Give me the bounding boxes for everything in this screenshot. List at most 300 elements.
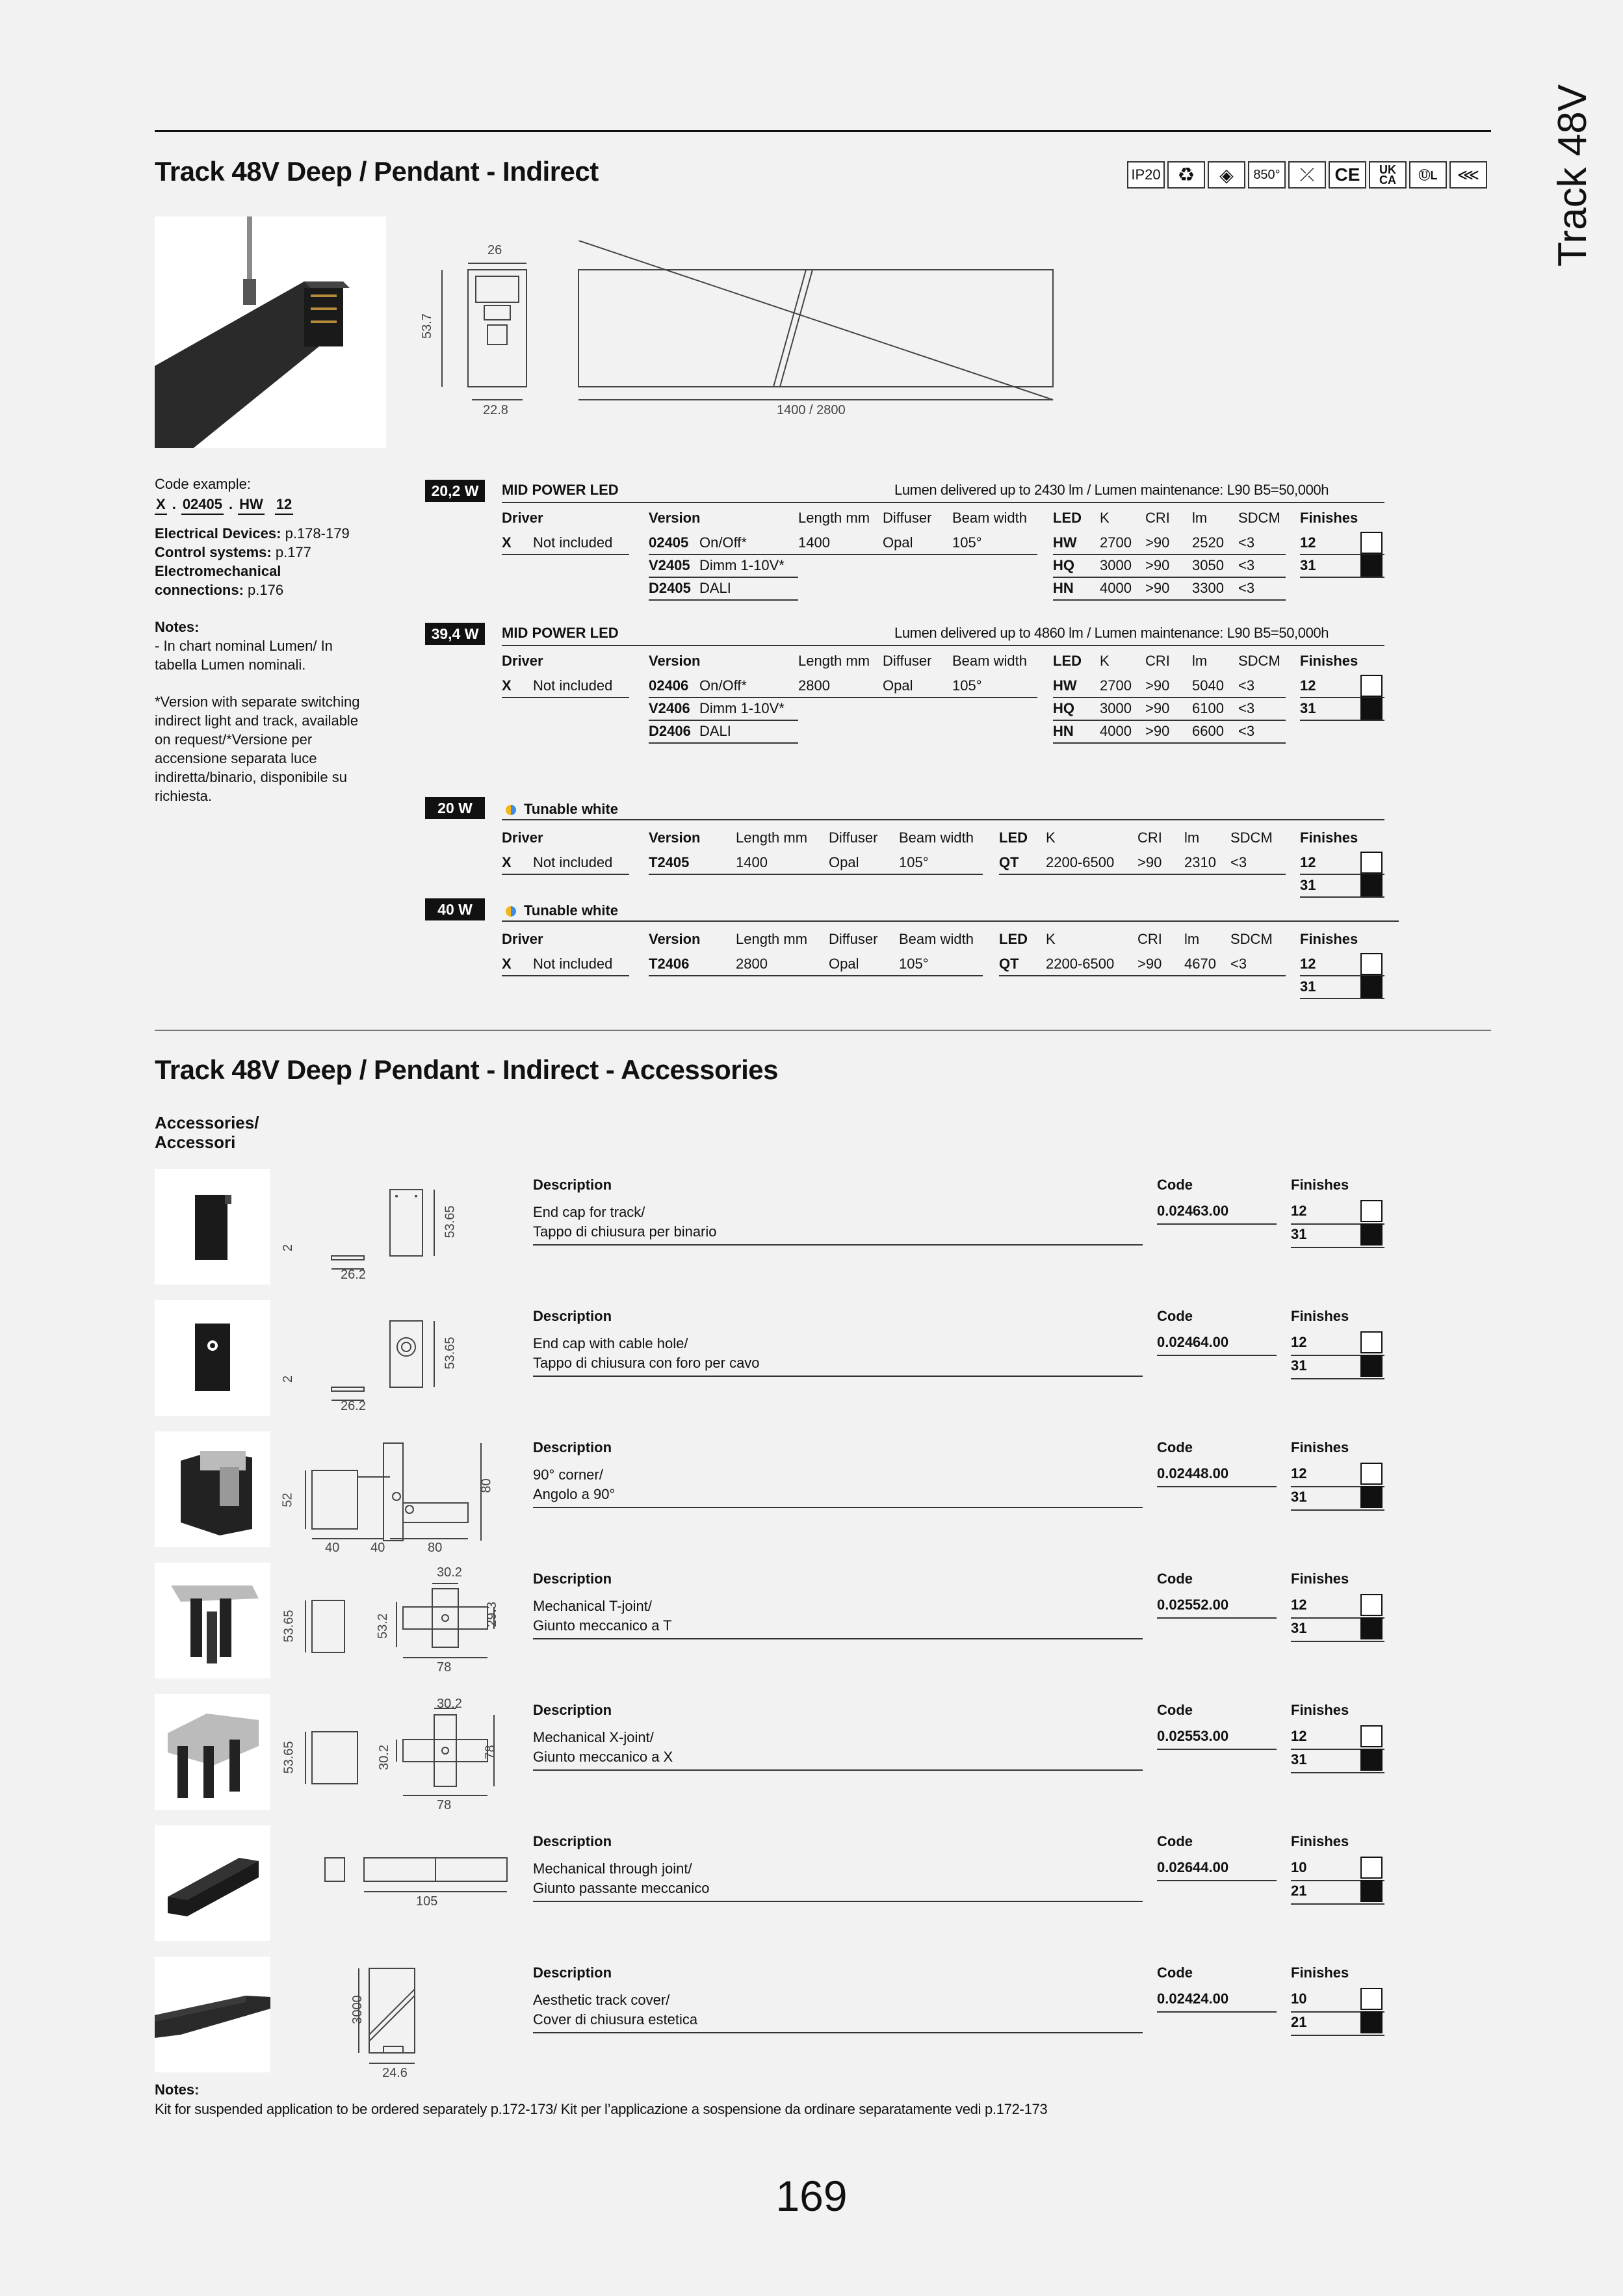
underline [1053, 720, 1286, 721]
underline [649, 975, 983, 976]
accessory-description-it: Angolo a 90° [533, 1486, 616, 1502]
dimension-label: 2 [281, 1244, 296, 1252]
finish-swatch-black [1360, 554, 1383, 577]
notes-line: indirect light and track, available [155, 712, 359, 729]
col-header-beam: Beam width [899, 829, 974, 846]
accessory-code: 0.02552.00 [1157, 1597, 1229, 1613]
version-code: T2406 [649, 956, 690, 972]
watt-badge: 20,2 W [425, 480, 485, 502]
glow-wire-icon: ⋘ [1449, 161, 1487, 189]
code-example-label: Code example: [155, 476, 251, 492]
col-header-diffuser: Diffuser [883, 510, 932, 526]
led-sdcm: <3 [1238, 534, 1255, 551]
underline [533, 1769, 1143, 1771]
underline [1300, 577, 1384, 578]
notes-line: richiesta. [155, 788, 213, 804]
led-cri: >90 [1145, 677, 1170, 694]
length-value: 1400 [798, 534, 830, 551]
col-header-led: LED [999, 829, 1028, 846]
underline [1291, 1641, 1384, 1642]
watt-badge: 39,4 W [425, 623, 485, 645]
underline [1291, 2035, 1384, 2036]
finish-swatch-white [1360, 1594, 1383, 1616]
dim-length: 1400 / 2800 [777, 403, 846, 417]
version-control: Dimm 1-10V* [699, 557, 785, 573]
underline [1157, 2011, 1277, 2013]
led-lm: 3050 [1192, 557, 1224, 573]
underline [1053, 742, 1286, 744]
watt-badge: 20 W [425, 797, 485, 819]
finish-code: 12 [1291, 1334, 1307, 1350]
finish-code: 12 [1300, 677, 1316, 694]
version-code: V2406 [649, 700, 690, 716]
version-code: V2405 [649, 557, 690, 573]
col-header-lm: lm [1192, 653, 1208, 669]
finish-swatch-black [1360, 1749, 1383, 1771]
dimension-label: 26.2 [341, 1399, 366, 1413]
finish-swatch-white [1360, 1988, 1383, 2010]
led-sdcm: <3 [1230, 956, 1247, 972]
accessory-photo [155, 1694, 270, 1810]
finish-code: 31 [1291, 1620, 1307, 1636]
col-header-sdcm: SDCM [1238, 653, 1280, 669]
beam-value: 105° [952, 534, 982, 551]
underline [533, 1901, 1143, 1902]
finish-code: 10 [1291, 1990, 1307, 2007]
col-header-finishes: Finishes [1291, 1571, 1349, 1587]
col-header-description: Description [533, 1177, 612, 1193]
dimension-label: 24.6 [382, 2066, 408, 2080]
col-header-version: Version [649, 510, 701, 526]
version-code: D2406 [649, 723, 691, 739]
electrical-devices: Electrical Devices: p.178-179 [155, 525, 350, 541]
col-header-k: K [1046, 931, 1056, 947]
beam-value: 105° [952, 677, 982, 694]
version-control: DALI [699, 580, 731, 596]
accessory-photo [155, 1825, 270, 1941]
underline [502, 554, 629, 555]
finish-swatch-black [1360, 698, 1383, 720]
col-header-description: Description [533, 1308, 612, 1324]
accessory-code: 0.02448.00 [1157, 1465, 1229, 1481]
col-header-led: LED [999, 931, 1028, 947]
finish-swatch-white [1360, 1857, 1383, 1879]
version-code: D2405 [649, 580, 691, 596]
underline [1053, 697, 1286, 698]
led-lm: 2520 [1192, 534, 1224, 551]
accessories-title: Track 48V Deep / Pendant - Indirect - Accessories [155, 1054, 779, 1085]
block-rule [502, 920, 1399, 922]
underline [1157, 1355, 1277, 1356]
led-led: HW [1053, 534, 1077, 551]
finish-code: 31 [1291, 1226, 1307, 1242]
accessory-description-it: Cover di chiusura estetica [533, 2011, 698, 2028]
class3-icon: ◈ [1208, 161, 1245, 189]
col-header-code: Code [1157, 1177, 1193, 1193]
underline [533, 1638, 1143, 1639]
notes-line: indiretta/binario, disponibile su [155, 769, 347, 785]
accessories-subtitle-line: Accessories/ [155, 1113, 259, 1132]
col-header-finishes: Finishes [1291, 1439, 1349, 1455]
dimension-label: 53.65 [443, 1337, 458, 1370]
underline [1300, 896, 1384, 898]
col-header-finishes: Finishes [1300, 653, 1358, 669]
underline [999, 975, 1286, 976]
finish-code: 31 [1300, 978, 1316, 995]
col-header-lm: lm [1184, 829, 1200, 846]
footer-notes: Kit for suspended application to be ordered separately p.172-173/ Kit per l’applicazione a sospensione da ordinare separatamente vedi p.172-173 [155, 2101, 1048, 2117]
driver-code: X [502, 534, 512, 551]
col-header-finishes: Finishes [1291, 1177, 1349, 1193]
accessory-drawing [281, 1175, 520, 1286]
underline [502, 975, 629, 976]
dimension-label: 53.2 [375, 1613, 390, 1639]
accessory-description-it: Giunto meccanico a T [533, 1617, 672, 1634]
accessory-description: End cap for track/ [533, 1204, 645, 1220]
led-sdcm: <3 [1238, 557, 1255, 573]
col-header-sdcm: SDCM [1230, 931, 1273, 947]
finish-code: 12 [1300, 534, 1316, 551]
underline [1157, 1486, 1277, 1487]
notes-line: tabella Lumen nominali. [155, 657, 306, 673]
col-header-cri: CRI [1137, 829, 1162, 846]
led-cri: >90 [1145, 723, 1170, 739]
led-sdcm: <3 [1238, 580, 1255, 596]
dimension-label: 78 [437, 1660, 452, 1675]
col-header-finishes: Finishes [1300, 829, 1358, 846]
led-lm: 3300 [1192, 580, 1224, 596]
finish-code: 12 [1291, 1597, 1307, 1613]
col-header-finishes: Finishes [1291, 1833, 1349, 1849]
dimension-label: 30.2 [437, 1565, 462, 1580]
led-cri: >90 [1137, 854, 1162, 870]
side-tab [1534, 59, 1612, 293]
led-cri: >90 [1137, 956, 1162, 972]
underline [533, 2032, 1143, 2033]
underline [533, 1376, 1143, 1377]
col-header-length: Length mm [798, 653, 870, 669]
col-header-description: Description [533, 1571, 612, 1587]
driver-code: X [502, 956, 512, 972]
underline [798, 697, 1037, 698]
accessory-description: Mechanical through joint/ [533, 1860, 692, 1877]
led-led: HN [1053, 723, 1074, 739]
finish-swatch-black [1360, 1486, 1383, 1508]
dimension-label: 80 [479, 1478, 494, 1493]
finish-swatch-white [1360, 1725, 1383, 1747]
finish-swatch-white [1360, 1331, 1383, 1353]
finish-swatch-white [1360, 953, 1383, 975]
led-lm: 5040 [1192, 677, 1224, 694]
driver-value: Not included [533, 956, 613, 972]
accessory-drawing [280, 1438, 520, 1555]
underline [798, 554, 1037, 555]
col-header-finishes: Finishes [1300, 931, 1358, 947]
led-k: 2700 [1100, 534, 1132, 551]
driver-value: Not included [533, 677, 613, 694]
accessory-description-it: Giunto meccanico a X [533, 1749, 673, 1765]
beam-value: 105° [899, 854, 929, 870]
accessory-description-it: Tappo di chiusura con foro per cavo [533, 1355, 760, 1371]
ukca-icon: UK CA [1369, 161, 1407, 189]
led-lm: 2310 [1184, 854, 1216, 870]
finish-code: 12 [1300, 854, 1316, 870]
diffuser-value: Opal [883, 677, 913, 694]
col-header-description: Description [533, 1833, 612, 1849]
block-rule [502, 502, 1384, 503]
accessory-description: Mechanical X-joint/ [533, 1729, 654, 1745]
underline [649, 577, 798, 578]
notes-line: - In chart nominal Lumen/ In [155, 638, 333, 654]
led-k: 3000 [1100, 557, 1132, 573]
electromech-label: Electromechanical [155, 563, 281, 579]
underline [1053, 599, 1286, 601]
led-code: QT [999, 956, 1019, 972]
accessory-description-it: Tappo di chiusura per binario [533, 1223, 717, 1240]
ip20-icon: IP20 [1127, 161, 1165, 189]
col-header-description: Description [533, 1439, 612, 1455]
dimension-label: 78 [437, 1798, 452, 1812]
finish-code: 12 [1300, 956, 1316, 972]
accessory-description: 90° corner/ [533, 1467, 603, 1483]
led-led: HQ [1053, 700, 1074, 716]
led-k: 4000 [1100, 723, 1132, 739]
finish-code: 10 [1291, 1859, 1307, 1875]
notes-label: Notes: [155, 619, 200, 635]
col-header-code: Code [1157, 1571, 1193, 1587]
underline [649, 742, 798, 744]
led-cri: >90 [1145, 557, 1170, 573]
accessory-photo [155, 1563, 270, 1678]
accessory-drawing [281, 1565, 520, 1680]
dimension-label: 3000 [350, 1995, 365, 2024]
dimension-label: 29.3 [484, 1602, 499, 1627]
profile-drawing [419, 241, 1072, 429]
col-header-k: K [1100, 653, 1110, 669]
finish-swatch-white [1360, 852, 1383, 874]
col-header-version: Version [649, 829, 701, 846]
finish-swatch-black [1360, 1355, 1383, 1377]
control-systems: Control systems: p.177 [155, 544, 311, 560]
product-photo [155, 216, 386, 448]
block-head: Tunable white [524, 801, 619, 817]
block-head: MID POWER LED [502, 625, 619, 641]
accessory-photo [155, 1431, 270, 1547]
tunable-white-icon [503, 904, 519, 919]
left-info [155, 475, 402, 805]
led-sdcm: <3 [1238, 677, 1255, 694]
finish-code: 12 [1291, 1465, 1307, 1481]
underline [1300, 998, 1384, 999]
dimension-label: 53.65 [281, 1741, 296, 1774]
dimension-label: 40 [325, 1541, 340, 1555]
col-header-cri: CRI [1137, 931, 1162, 947]
underline [1157, 1617, 1277, 1619]
col-header-description: Description [533, 1964, 612, 1981]
notes-line: on request/*Versione per [155, 731, 313, 748]
col-header-sdcm: SDCM [1238, 510, 1280, 526]
notes-line: accensione separata luce [155, 750, 317, 766]
led-cri: >90 [1145, 700, 1170, 716]
led-led: HQ [1053, 557, 1074, 573]
finish-code: 31 [1300, 877, 1316, 893]
section-divider [155, 1030, 1491, 1031]
dimension-label: 2 [281, 1375, 296, 1383]
col-header-code: Code [1157, 1702, 1193, 1718]
led-code: QT [999, 854, 1019, 870]
col-header-diffuser: Diffuser [829, 931, 878, 947]
finish-code: 21 [1291, 2014, 1307, 2030]
ul-icon: ⓊL [1409, 161, 1447, 189]
footer-notes-label: Notes: [155, 2081, 200, 2098]
col-header-diffuser: Diffuser [883, 653, 932, 669]
col-header-finishes: Finishes [1291, 1308, 1349, 1324]
col-header-lm: lm [1192, 510, 1208, 526]
finish-code: 12 [1291, 1728, 1307, 1744]
version-control: On/Off* [699, 534, 747, 551]
version-code: 02406 [649, 677, 689, 694]
col-header-beam: Beam width [899, 931, 974, 947]
col-header-cri: CRI [1145, 653, 1170, 669]
led-k: 3000 [1100, 700, 1132, 716]
accessory-drawing [281, 1307, 520, 1417]
accessory-drawing [281, 1697, 520, 1812]
finish-code: 31 [1300, 700, 1316, 716]
dimension-label: 78 [483, 1745, 498, 1760]
accessories-subtitle-line: Accessori [155, 1132, 236, 1152]
finish-swatch-white [1360, 675, 1383, 697]
dim-width: 26 [487, 243, 502, 257]
led-sdcm: <3 [1238, 700, 1255, 716]
led-led: HW [1053, 677, 1077, 694]
finish-swatch-black [1360, 976, 1383, 998]
length-value: 2800 [736, 956, 768, 972]
tunable-white-icon [503, 802, 519, 818]
accessories-subtitle [155, 1113, 259, 1152]
col-header-driver: Driver [502, 829, 543, 846]
led-led: HN [1053, 580, 1074, 596]
finish-swatch-white [1360, 1200, 1383, 1222]
col-header-lm: lm [1184, 931, 1200, 947]
diffuser-value: Opal [829, 854, 859, 870]
finish-code: 12 [1291, 1203, 1307, 1219]
col-header-driver: Driver [502, 653, 543, 669]
finish-swatch-white [1360, 532, 1383, 554]
accessory-photo [155, 1300, 270, 1416]
col-header-driver: Driver [502, 931, 543, 947]
led-k: 2200-6500 [1046, 854, 1115, 870]
finish-code: 21 [1291, 1883, 1307, 1899]
col-header-beam: Beam width [952, 653, 1027, 669]
underline [1157, 1223, 1277, 1225]
finish-code: 31 [1291, 1489, 1307, 1505]
col-header-version: Version [649, 653, 701, 669]
led-lm: 6100 [1192, 700, 1224, 716]
block-head: Tunable white [524, 902, 619, 919]
accessory-drawing [286, 1832, 520, 1942]
underline [1291, 1772, 1384, 1773]
underline [649, 599, 798, 601]
dimension-label: 52 [280, 1493, 295, 1507]
col-header-k: K [1046, 829, 1056, 846]
glow-wire-850-icon: 850° [1248, 161, 1286, 189]
col-header-cri: CRI [1145, 510, 1170, 526]
col-header-finishes: Finishes [1291, 1702, 1349, 1718]
underline [1053, 554, 1286, 555]
finish-swatch-white [1360, 1463, 1383, 1485]
accessory-description: Mechanical T-joint/ [533, 1598, 653, 1614]
underline [1300, 720, 1384, 721]
finish-swatch-black [1360, 874, 1383, 896]
version-control: Dimm 1-10V* [699, 700, 785, 716]
finish-code: 31 [1300, 557, 1316, 573]
version-control: DALI [699, 723, 731, 739]
col-header-code: Code [1157, 1439, 1193, 1455]
underline [649, 554, 798, 555]
accessory-code: 0.02463.00 [1157, 1203, 1229, 1219]
underline [1291, 1247, 1384, 1248]
dimension-label: 53.65 [281, 1610, 296, 1643]
col-header-led: LED [1053, 510, 1082, 526]
accessory-code: 0.02464.00 [1157, 1334, 1229, 1350]
beam-value: 105° [899, 956, 929, 972]
length-value: 1400 [736, 854, 768, 870]
accessory-code: 0.02644.00 [1157, 1859, 1229, 1875]
page-title: Track 48V Deep / Pendant - Indirect [155, 156, 599, 187]
accessory-description: Aesthetic track cover/ [533, 1992, 670, 2008]
led-lm: 4670 [1184, 956, 1216, 972]
underline [649, 697, 798, 698]
finish-code: 31 [1291, 1357, 1307, 1374]
col-header-k: K [1100, 510, 1110, 526]
dimension-label: 30.2 [376, 1745, 391, 1770]
lumen-info: Lumen delivered up to 2430 lm / Lumen maintenance: L90 B5=50,000h [894, 482, 1329, 498]
page-number: 169 [775, 2172, 848, 2220]
col-header-driver: Driver [502, 510, 543, 526]
underline [1157, 1749, 1277, 1750]
dim-inner: 22.8 [483, 403, 508, 417]
col-header-length: Length mm [736, 931, 808, 947]
led-k: 2200-6500 [1046, 956, 1115, 972]
accessory-code: 0.02553.00 [1157, 1728, 1229, 1744]
code-example: X . 02405 . HW 12 [155, 495, 402, 515]
underline [1053, 577, 1286, 578]
length-value: 2800 [798, 677, 830, 694]
col-header-code: Code [1157, 1308, 1193, 1324]
col-header-code: Code [1157, 1833, 1193, 1849]
electromech-connections: connections: p.176 [155, 582, 284, 598]
led-k: 4000 [1100, 580, 1132, 596]
block-rule [502, 645, 1384, 646]
col-header-sdcm: SDCM [1230, 829, 1273, 846]
driver-code: X [502, 677, 512, 694]
dimension-label: 26.2 [341, 1268, 366, 1282]
finish-swatch-black [1360, 1880, 1383, 1902]
led-cri: >90 [1145, 580, 1170, 596]
underline [999, 874, 1286, 875]
led-sdcm: <3 [1238, 723, 1255, 739]
finish-swatch-black [1360, 1617, 1383, 1639]
notes-line: *Version with separate switching [155, 694, 360, 710]
dimension-label: 30.2 [437, 1697, 462, 1711]
col-header-description: Description [533, 1702, 612, 1718]
ce-icon: CE [1329, 161, 1366, 189]
col-header-diffuser: Diffuser [829, 829, 878, 846]
col-header-finishes: Finishes [1291, 1964, 1349, 1981]
version-code: 02405 [649, 534, 689, 551]
col-header-version: Version [649, 931, 701, 947]
col-header-length: Length mm [736, 829, 808, 846]
